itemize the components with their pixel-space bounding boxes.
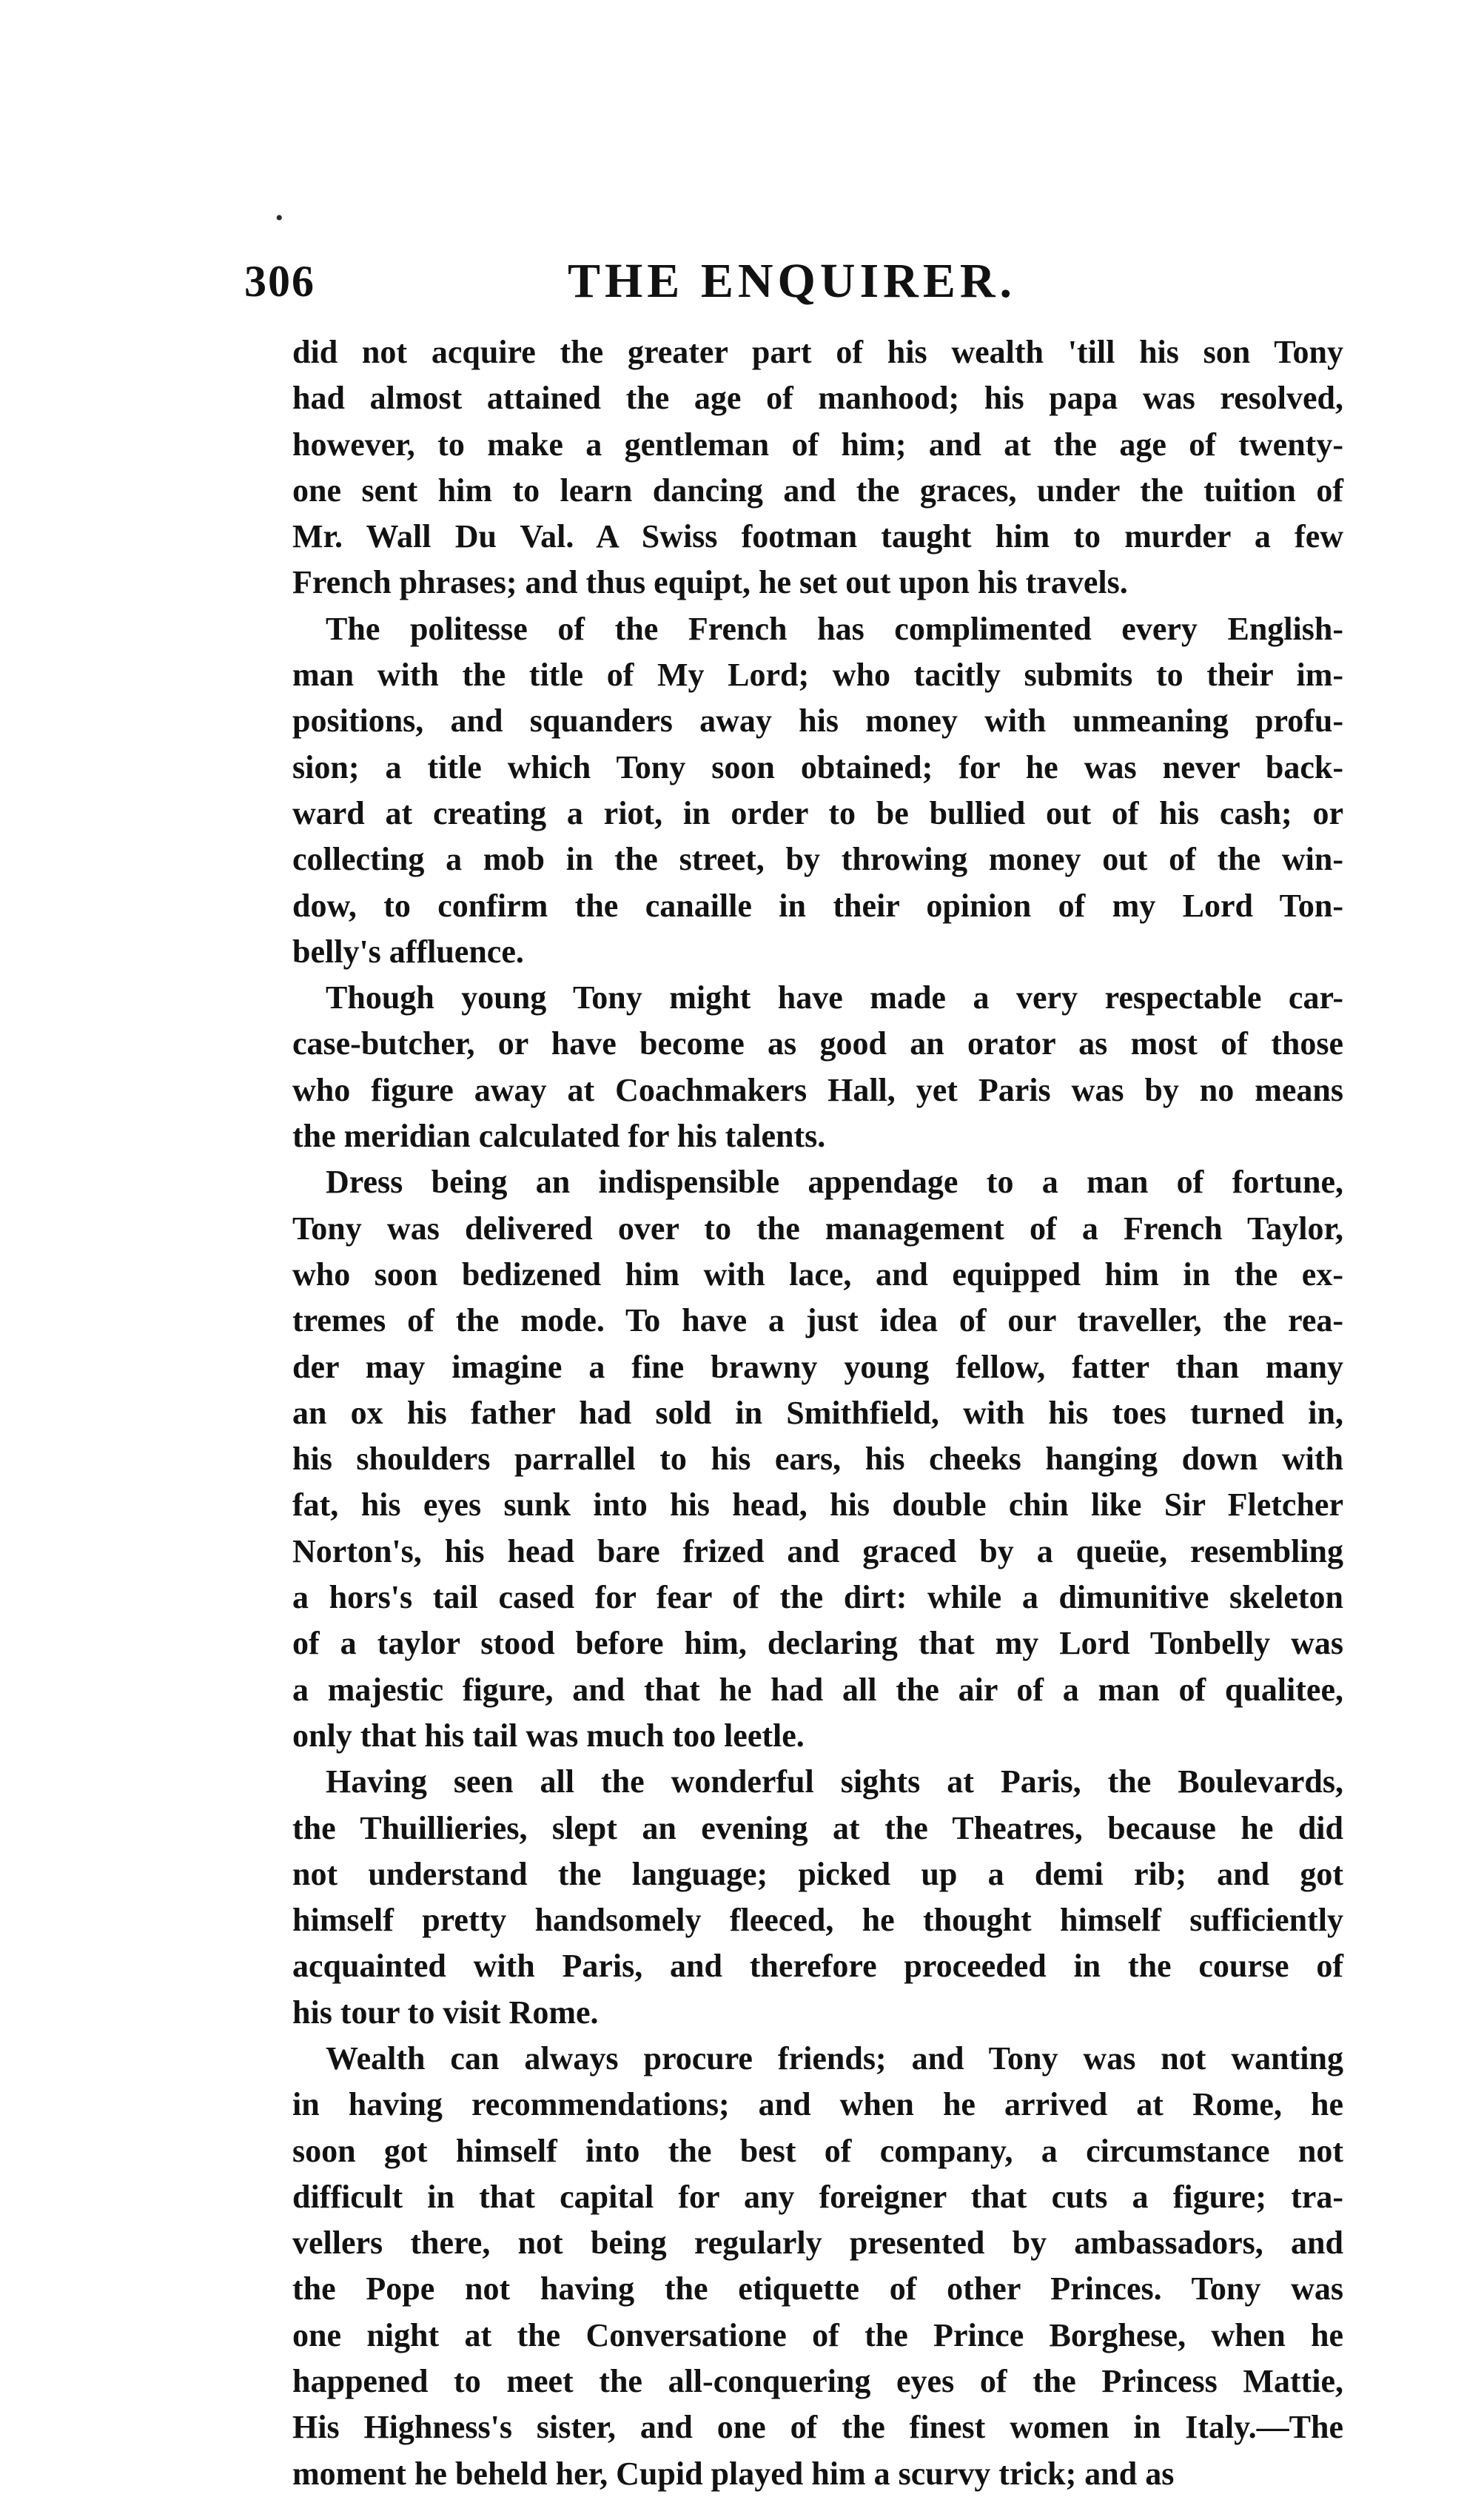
text-line: Wealth can always procure friends; and Tony was not wanting bbox=[326, 2040, 1343, 2077]
text-line: the meridian calculated for his talents. bbox=[292, 1118, 826, 1155]
margin-mark: • bbox=[275, 206, 283, 230]
paragraph bbox=[292, 329, 1343, 606]
text-line: The politesse of the French has complimented every English- bbox=[326, 610, 1343, 647]
body-text bbox=[292, 329, 1343, 2497]
paragraph bbox=[292, 975, 1343, 1159]
text-line: tremes of the mode. To have a just idea of our traveller, the rea- bbox=[292, 1302, 1343, 1339]
text-line: case-butcher, or have become as good an orator as most of those bbox=[292, 1025, 1343, 1062]
text-line: one night at the Conversatione of the Prince Borghese, when he bbox=[292, 2316, 1343, 2353]
text-line: His Highness's sister, and one of the finest women in Italy.—The bbox=[292, 2409, 1343, 2446]
text-line: French phrases; and thus equipt, he set out upon his travels. bbox=[292, 564, 1128, 601]
text-line: a majestic figure, and that he had all the air of a man of qualitee, bbox=[292, 1671, 1343, 1708]
text-line: fat, his eyes sunk into his head, his double chin like Sir Fletcher bbox=[292, 1487, 1343, 1524]
text-line: did not acquire the greater part of his wealth 'till his son Tony bbox=[292, 334, 1343, 370]
text-line: acquainted with Paris, and therefore proceeded in the course of bbox=[292, 1948, 1343, 1985]
text-line: difficult in that capital for any foreigner that cuts a figure; tra- bbox=[292, 2178, 1343, 2215]
text-line: Mr. Wall Du Val. A Swiss footman taught him to murder a few bbox=[292, 518, 1343, 555]
text-line: himself pretty handsomely fleeced, he thought himself sufficiently bbox=[292, 1902, 1343, 1939]
text-line: in having recommendations; and when he arrived at Rome, he bbox=[292, 2086, 1343, 2123]
text-line: a hors's tail cased for fear of the dirt: while a dimunitive skeleton bbox=[292, 1579, 1343, 1616]
text-line: the Thuillieries, slept an evening at the Theatres, because he did bbox=[292, 1809, 1343, 1846]
text-line: collecting a mob in the street, by throwing money out of the win- bbox=[292, 841, 1343, 878]
text-line: not understand the language; picked up a demi rib; and got bbox=[292, 1855, 1343, 1892]
text-line: belly's affluence. bbox=[292, 933, 524, 970]
text-line: one sent him to learn dancing and the graces, under the tuition of bbox=[292, 472, 1343, 509]
text-line: vellers there, not being regularly presented by ambassadors, and bbox=[292, 2225, 1343, 2262]
paragraph bbox=[292, 1759, 1343, 2036]
text-line: Though young Tony might have made a very respectable car- bbox=[326, 979, 1343, 1016]
text-line: however, to make a gentleman of him; and at the age of twenty- bbox=[292, 426, 1343, 463]
text-line: Tony was delivered over to the management of a French Taylor, bbox=[292, 1210, 1343, 1247]
paragraph bbox=[292, 606, 1343, 975]
text-line: positions, and squanders away his money with unmeaning profu- bbox=[292, 703, 1343, 740]
text-line: sion; a title which Tony soon obtained; for he was never back- bbox=[292, 748, 1343, 785]
text-line: his tour to visit Rome. bbox=[292, 1994, 599, 2031]
text-line: ward at creating a riot, in order to be bullied out of his cash; or bbox=[292, 794, 1343, 831]
text-line: der may imagine a fine brawny young fellow, fatter than many bbox=[292, 1348, 1343, 1385]
paragraph bbox=[292, 1159, 1343, 1759]
text-line: Having seen all the wonderful sights at Paris, the Boulevards, bbox=[326, 1763, 1343, 1800]
text-line: of a taylor stood before him, declaring that my Lord Tonbelly was bbox=[292, 1625, 1343, 1662]
text-line: an ox his father had sold in Smithfield, with his toes turned in, bbox=[292, 1394, 1343, 1431]
text-line: who soon bedizened him with lace, and equipped him in the ex- bbox=[292, 1256, 1343, 1293]
page-number: 306 bbox=[244, 257, 315, 306]
text-line: who figure away at Coachmakers Hall, yet Paris was by no means bbox=[292, 1071, 1343, 1108]
text-line: Norton's, his head bare frized and graced by a queüe, resembling bbox=[292, 1532, 1343, 1569]
text-line: his shoulders parrallel to his ears, his cheeks hanging down with bbox=[292, 1441, 1343, 1478]
running-header bbox=[244, 244, 1340, 318]
text-line: only that his tail was much too leetle. bbox=[292, 1717, 805, 1754]
text-line: man with the title of My Lord; who tacitly submits to their im- bbox=[292, 657, 1343, 694]
running-title: THE ENQUIRER. bbox=[567, 254, 1017, 308]
text-line: dow, to confirm the canaille in their opinion of my Lord Ton- bbox=[292, 887, 1343, 924]
text-line: had almost attained the age of manhood; his papa was resolved, bbox=[292, 380, 1343, 417]
text-line: the Pope not having the etiquette of other Princes. Tony was bbox=[292, 2270, 1343, 2307]
text-line: soon got himself into the best of company, a circumstance not bbox=[292, 2132, 1343, 2169]
text-line: moment he beheld her, Cupid played him a scurvy trick; and as bbox=[292, 2455, 1175, 2492]
text-line: happened to meet the all-conquering eyes of the Princess Mattie, bbox=[292, 2363, 1343, 2400]
text-line: Dress being an indispensible appendage to a man of fortune, bbox=[326, 1164, 1343, 1201]
paragraph bbox=[292, 2036, 1343, 2497]
